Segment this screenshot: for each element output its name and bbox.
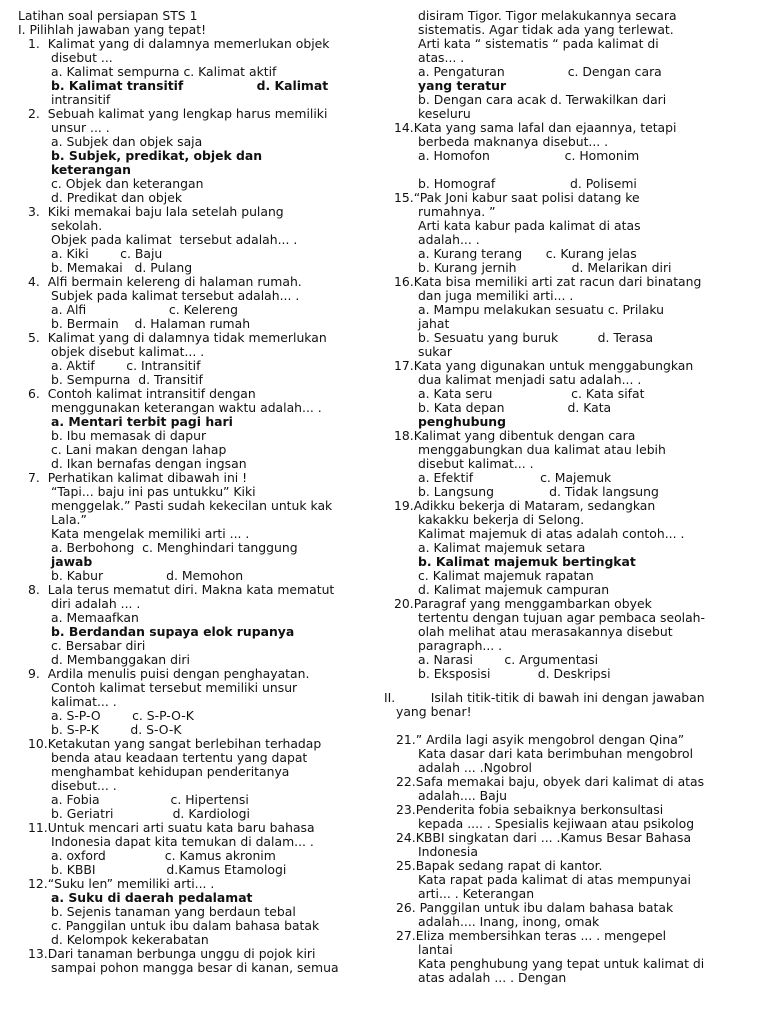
text-line: rumahnya. ”	[418, 204, 496, 219]
text-line: b. Geriatri d. Kardiologi	[51, 806, 250, 821]
text-line: 26. Panggilan untuk ibu dalam bahasa batak	[396, 900, 674, 915]
text-line: b. Kalimat transitif d. Kalimat	[51, 78, 329, 93]
text-line: sampai pohon mangga besar di kanan, semua	[51, 960, 339, 975]
text-line: b. Berdandan supaya elok rupanya	[51, 624, 295, 639]
text-line: b. Bermain d. Halaman rumah	[51, 316, 251, 331]
text-line: a. Kalimat sempurna c. Kalimat aktif	[51, 64, 277, 79]
text-line: Indonesia	[418, 844, 478, 859]
text-line: 22.Safa memakai baju, obyek dari kalimat di atas	[396, 774, 705, 789]
text-line: 18.Kalimat yang dibentuk dengan cara	[394, 428, 636, 443]
text-line: a. Kata seru c. Kata sifat	[418, 386, 645, 401]
text-line: Arti kata kabur pada kalimat di atas	[418, 218, 641, 233]
text-line: lantai	[418, 942, 453, 957]
text-line: d. Predikat dan objek	[51, 190, 183, 205]
text-line: a. Pengaturan c. Dengan cara	[418, 64, 662, 79]
text-line: a. S-P-O c. S-P-O-K	[51, 708, 194, 723]
text-line: arti... . Keterangan	[418, 886, 535, 901]
text-line: a. oxford c. Kamus akronim	[51, 848, 276, 863]
text-line: adalah.... Inang, inong, omak	[418, 914, 600, 929]
text-line: Kata mengelak memiliki arti ... .	[51, 526, 250, 541]
text-line: a. Mampu melakukan sesuatu c. Prilaku	[418, 302, 664, 317]
text-line: II. Isilah titik-titik di bawah ini dengan jawaban	[384, 690, 705, 705]
text-line: Kata rapat pada kalimat di atas mempunyai	[418, 872, 691, 887]
text-line: b. S-P-K d. S-O-K	[51, 722, 182, 737]
text-line: 8. Lala terus mematut diri. Makna kata mematut	[28, 582, 335, 597]
text-line: keseluru	[418, 106, 471, 121]
text-line: b. Langsung d. Tidak langsung	[418, 484, 659, 499]
text-line: disiram Tigor. Tigor melakukannya secara	[418, 8, 677, 23]
text-line: tertentu dengan tujuan agar pembaca seolah-	[418, 610, 706, 625]
text-line: kalimat... .	[51, 694, 117, 709]
text-line: jahat	[418, 316, 450, 331]
text-line: 15.“Pak Joni kabur saat polisi datang ke	[394, 190, 640, 205]
text-line: 3. Kiki memakai baju lala setelah pulang	[28, 204, 284, 219]
text-line: 20.Paragraf yang menggambarkan obyek	[394, 596, 652, 611]
text-line: Latihan soal persiapan STS 1	[18, 8, 198, 23]
text-line: berbeda maknanya disebut... .	[418, 134, 609, 149]
text-line: dan juga memiliki arti... .	[418, 288, 574, 303]
text-line: paragraph... .	[418, 638, 503, 653]
text-line: intransitif	[51, 92, 111, 107]
text-line: adalah.... Baju	[418, 788, 508, 803]
text-line: a. Suku di daerah pedalamat	[51, 890, 253, 905]
text-line: 19.Adikku bekerja di Mataram, sedangkan	[394, 498, 656, 513]
text-line: disebut... .	[51, 778, 117, 793]
text-line: dua kalimat menjadi satu adalah... .	[418, 372, 642, 387]
text-line: c. Lani makan dengan lahap	[51, 442, 227, 457]
text-line: 1. Kalimat yang di dalamnya memerlukan objek	[28, 36, 330, 51]
spacer	[384, 719, 752, 733]
text-line: Arti kata “ sistematis “ pada kalimat di	[418, 36, 659, 51]
text-line: b. Eksposisi d. Deskripsi	[418, 666, 611, 681]
text-line: 24.KBBI singkatan dari ... .Kamus Besar Bahasa	[396, 830, 692, 845]
text-line: b. KBBI d.Kamus Etamologi	[51, 862, 287, 877]
text-line: sukar	[418, 344, 452, 359]
text-line: b. Dengan cara acak d. Terwakilkan dari	[418, 92, 667, 107]
text-line: b. Kalimat majemuk bertingkat	[418, 554, 636, 569]
text-line: d. Kalimat majemuk campuran	[418, 582, 610, 597]
text-line: a. Mentari terbit pagi hari	[51, 414, 233, 429]
text-line: 11.Untuk mencari arti suatu kata baru bahasa	[28, 820, 315, 835]
text-line: menggabungkan dua kalimat atau lebih	[418, 442, 666, 457]
text-line: menggelak.” Pasti sudah kekecilan untuk kak	[51, 498, 333, 513]
text-line: disebut kalimat... .	[418, 456, 534, 471]
text-line: b. Memakai d. Pulang	[51, 260, 193, 275]
text-line: Objek pada kalimat tersebut adalah... .	[51, 232, 298, 247]
text-line: 5. Kalimat yang di dalamnya tidak memerlukan	[28, 330, 327, 345]
text-line: 2. Sebuah kalimat yang lengkap harus memiliki	[28, 106, 328, 121]
text-line: 6. Contoh kalimat intransitif dengan	[28, 386, 256, 401]
text-line: Kata dasar dari kata berimbuhan mengobrol	[418, 746, 694, 761]
text-line: a. Berbohong c. Menghindari tanggung	[51, 540, 298, 555]
text-line: sistematis. Agar tidak ada yang terlewat.	[418, 22, 674, 37]
text-line: 4. Alfi bermain kelereng di halaman rumah.	[28, 274, 302, 289]
text-line: objek disebut kalimat... .	[51, 344, 205, 359]
right-column	[384, 9, 752, 985]
text-line: a. Kalimat majemuk setara	[418, 540, 586, 555]
text-line: Kalimat majemuk di atas adalah contoh... .	[418, 526, 685, 541]
text-line: 16.Kata bisa memiliki arti zat racun dari binatang	[394, 274, 702, 289]
text-line: 13.Dari tanaman berbunga unggu di pojok kiri	[28, 946, 316, 961]
text-line: b. Subjek, predikat, objek dan	[51, 148, 263, 163]
text-line: 7. Perhatikan kalimat dibawah ini !	[28, 470, 248, 485]
text-line: a. Aktif c. Intransitif	[51, 358, 201, 373]
text-line: kakakku bekerja di Selong.	[418, 512, 585, 527]
text-line: b. Sesuatu yang buruk d. Terasa	[418, 330, 654, 345]
text-line: atas... .	[418, 50, 465, 65]
text-line: d. Kelompok kekerabatan	[51, 932, 209, 947]
text-line: c. Panggilan untuk ibu dalam bahasa batak	[51, 918, 320, 933]
text-line: a. Homofon c. Homonim	[418, 148, 640, 163]
text-line: “Tapi... baju ini pas untukku” Kiki	[51, 484, 256, 499]
text-line: c. Objek dan keterangan	[51, 176, 204, 191]
text-line: Lala.”	[51, 512, 87, 527]
text-line: a. Fobia c. Hipertensi	[51, 792, 249, 807]
text-line: 17.Kata yang digunakan untuk menggabungkan	[394, 358, 694, 373]
text-line: menggunakan keterangan waktu adalah... .	[51, 400, 322, 415]
text-line: benda atau keadaan tertentu yang dapat	[51, 750, 308, 765]
text-line: a. Kurang terang c. Kurang jelas	[418, 246, 637, 261]
text-line: a. Efektif c. Majemuk	[418, 470, 612, 485]
text-line: a. Subjek dan objek saja	[51, 134, 203, 149]
text-line: 14.Kata yang sama lafal dan ejaannya, tetapi	[394, 120, 677, 135]
text-line: b. Kata depan d. Kata	[418, 400, 612, 415]
text-line: c. Bersabar diri	[51, 638, 146, 653]
text-line: a. Memaafkan	[51, 610, 139, 625]
text-line: kepada .... . Spesialis kejiwaan atau psikolog	[418, 816, 695, 831]
text-line: a. Kiki c. Baju	[51, 246, 163, 261]
text-line: 27.Eliza membersihkan teras ... . mengepel	[396, 928, 667, 943]
text-line: 10.Ketakutan yang sangat berlebihan terhadap	[28, 736, 322, 751]
text-line: b. Kurang jernih d. Melarikan diri	[418, 260, 672, 275]
text-line: a. Alfi c. Kelereng	[51, 302, 238, 317]
text-line: yang benar!	[396, 704, 472, 719]
text-line: penghubung	[418, 414, 506, 429]
text-line: diri adalah ... .	[51, 596, 141, 611]
text-line: 9. Ardila menulis puisi dengan penghayatan.	[28, 666, 310, 681]
text-line: b. Ibu memasak di dapur	[51, 428, 207, 443]
text-line: adalah ... .Ngobrol	[418, 760, 532, 775]
text-line: 21.” Ardila lagi asyik mengobrol dengan Qina”	[396, 732, 685, 747]
text-line: Indonesia dapat kita temukan di dalam... .	[51, 834, 314, 849]
text-line: adalah... .	[418, 232, 480, 247]
text-line: yang teratur	[418, 78, 507, 93]
text-line: d. Membanggakan diri	[51, 652, 190, 667]
text-line: unsur ... .	[51, 120, 110, 135]
text-line: I. Pilihlah jawaban yang tepat!	[18, 22, 207, 37]
text-line: jawab	[51, 554, 93, 569]
text-line: b. Sejenis tanaman yang berdaun tebal	[51, 904, 296, 919]
text-line: atas adalah ... . Dengan	[418, 970, 567, 985]
text-line: Kata penghubung yang tepat untuk kalimat di	[418, 956, 705, 971]
blank-line	[384, 163, 752, 177]
text-line: 12.“Suku len” memiliki arti... .	[28, 876, 215, 891]
text-line: menghambat kehidupan penderitanya	[51, 764, 290, 779]
text-line: Subjek pada kalimat tersebut adalah... .	[51, 288, 300, 303]
text-line: a. Narasi c. Argumentasi	[418, 652, 599, 667]
text-line: olah melihat atau merasakannya disebut	[418, 624, 673, 639]
text-line: 23.Penderita fobia sebaiknya berkonsultasi	[396, 802, 664, 817]
left-column	[18, 9, 376, 975]
text-line: keterangan	[51, 162, 131, 177]
text-line: sekolah.	[51, 218, 103, 233]
text-line: b. Homograf d. Polisemi	[418, 176, 637, 191]
text-line: Contoh kalimat tersebut memiliki unsur	[51, 680, 298, 695]
text-line: d. Ikan bernafas dengan ingsan	[51, 456, 247, 471]
text-line: 25.Bapak sedang rapat di kantor.	[396, 858, 603, 873]
text-line: b. Sempurna d. Transitif	[51, 372, 203, 387]
text-line: b. Kabur d. Memohon	[51, 568, 244, 583]
text-line: c. Kalimat majemuk rapatan	[418, 568, 594, 583]
text-line: disebut ...	[51, 50, 113, 65]
